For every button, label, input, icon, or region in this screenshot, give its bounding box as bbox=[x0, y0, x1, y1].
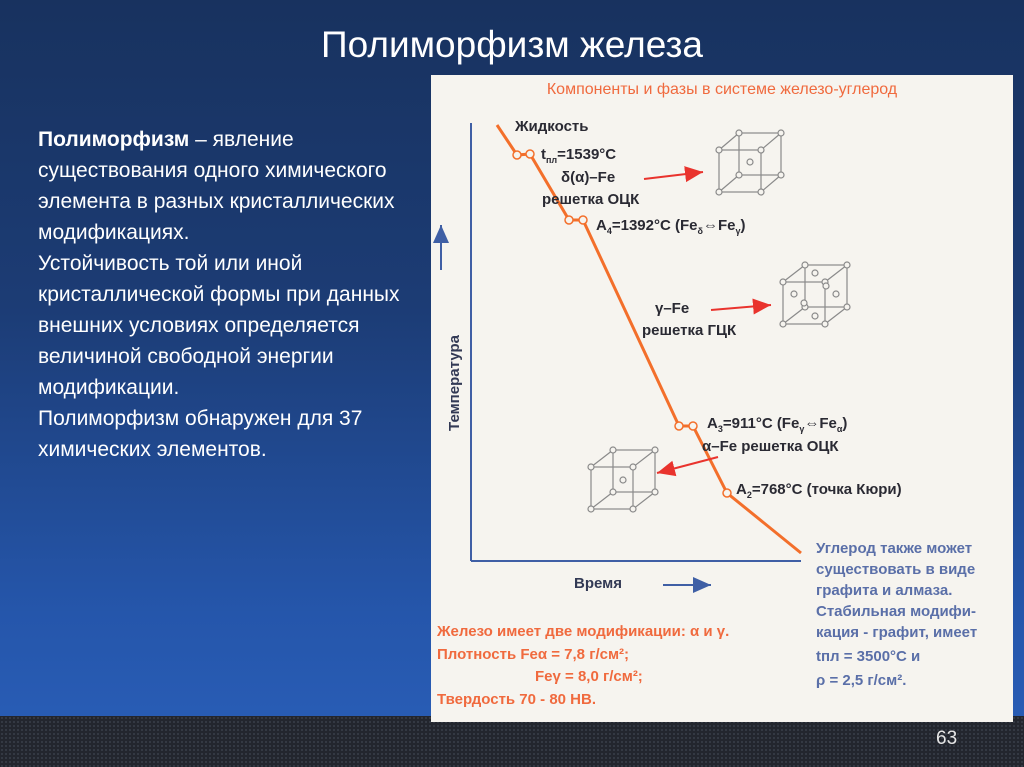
label-a4: $A_4=1392^\circ C$ $(Fe_\delta\Leftrightarrow Fe_\gamma)$ bbox=[596, 217, 746, 236]
svg-text:Плотность Feα = 7,8 г/см²;: Плотность Feα = 7,8 г/см²; bbox=[437, 646, 630, 663]
slide-title: Полиморфизм железа bbox=[321, 24, 703, 65]
label-delta-fe: δ(α)–Fe bbox=[561, 169, 616, 186]
point-melting-end bbox=[526, 150, 534, 158]
svg-text:Feγ = 8,0 г/см²;: Feγ = 8,0 г/см²; bbox=[535, 668, 643, 685]
cooling-curve-diagram bbox=[431, 75, 1013, 722]
svg-text:кация - графит, имеет: кация - графит, имеет bbox=[816, 624, 978, 641]
iron-carbon-figure bbox=[431, 75, 1013, 722]
svg-text:ρ = 2,5 г/см².: ρ = 2,5 г/см². bbox=[816, 672, 907, 689]
bcc-cube-bottom-icon bbox=[588, 447, 658, 512]
svg-text:графита и алмаза.: графита и алмаза. bbox=[816, 582, 953, 599]
iron-note bbox=[436, 623, 729, 708]
body-text bbox=[38, 124, 408, 465]
point-a3-end bbox=[689, 422, 697, 430]
svg-text:Углерод также может: Углерод также может bbox=[816, 540, 973, 557]
label-bcc-lattice: решетка ОЦК bbox=[542, 191, 640, 208]
label-melting: $t_{пл}=1539^\circ C$ bbox=[541, 146, 617, 165]
term-polymorphism: Полиморфизм bbox=[38, 128, 190, 151]
svg-text:Твердость 70 - 80 НВ.: Твердость 70 - 80 НВ. bbox=[437, 691, 597, 708]
figure-title: Компоненты и фазы в системе железо-углерод bbox=[546, 81, 898, 98]
page-number: 63 bbox=[936, 728, 958, 749]
label-gamma-fe: γ–Fe bbox=[655, 300, 690, 317]
point-a3 bbox=[675, 422, 683, 430]
label-liquid: Жидкость bbox=[515, 118, 589, 135]
y-axis-label: Температура bbox=[446, 335, 463, 431]
carbon-note bbox=[816, 540, 977, 689]
svg-text:существовать в виде: существовать в виде bbox=[816, 561, 976, 578]
label-alpha-fe-bcc: α–Fe решетка ОЦК bbox=[702, 438, 839, 455]
point-a4-end bbox=[579, 216, 587, 224]
elements-count-text: Полиморфизм обнаружен для 37 химических элементов. bbox=[38, 407, 363, 461]
point-a4 bbox=[565, 216, 573, 224]
label-a2: $A_2=768^\circ C$ (точка Кюри) bbox=[736, 481, 902, 500]
point-a2 bbox=[723, 489, 731, 497]
x-axis-label: Время bbox=[574, 575, 622, 592]
svg-text:Железо имеет две модификации:: Железо имеет две модификации: α и γ. bbox=[437, 623, 730, 640]
arrow-to-bcc-cube-top bbox=[644, 172, 703, 179]
definition-text: – явление существования одного химического элемента в разных кристаллических модификациях. bbox=[38, 128, 395, 244]
label-fcc-lattice: решетка ГЦК bbox=[642, 322, 737, 339]
footer-band bbox=[0, 716, 1024, 767]
label-a3: $A_3=911^\circ C$ $(Fe_\gamma\Leftrightarrow Fe_\alpha)$ bbox=[707, 415, 848, 434]
bcc-cube-top-icon bbox=[716, 130, 784, 195]
fcc-cube-icon bbox=[780, 262, 850, 327]
arrow-to-fcc-cube bbox=[711, 305, 771, 310]
svg-text:tпл = 3500°C и: tпл = 3500°C и bbox=[816, 648, 921, 665]
stability-text: Устойчивость той или иной кристаллической формы при данных внешних условиях определяется величиной свободной энергии модификации. bbox=[38, 252, 400, 399]
arrow-to-bcc-cube-bottom bbox=[657, 457, 718, 473]
point-melting bbox=[513, 151, 521, 159]
svg-text:Стабильная модифи-: Стабильная модифи- bbox=[816, 603, 977, 620]
